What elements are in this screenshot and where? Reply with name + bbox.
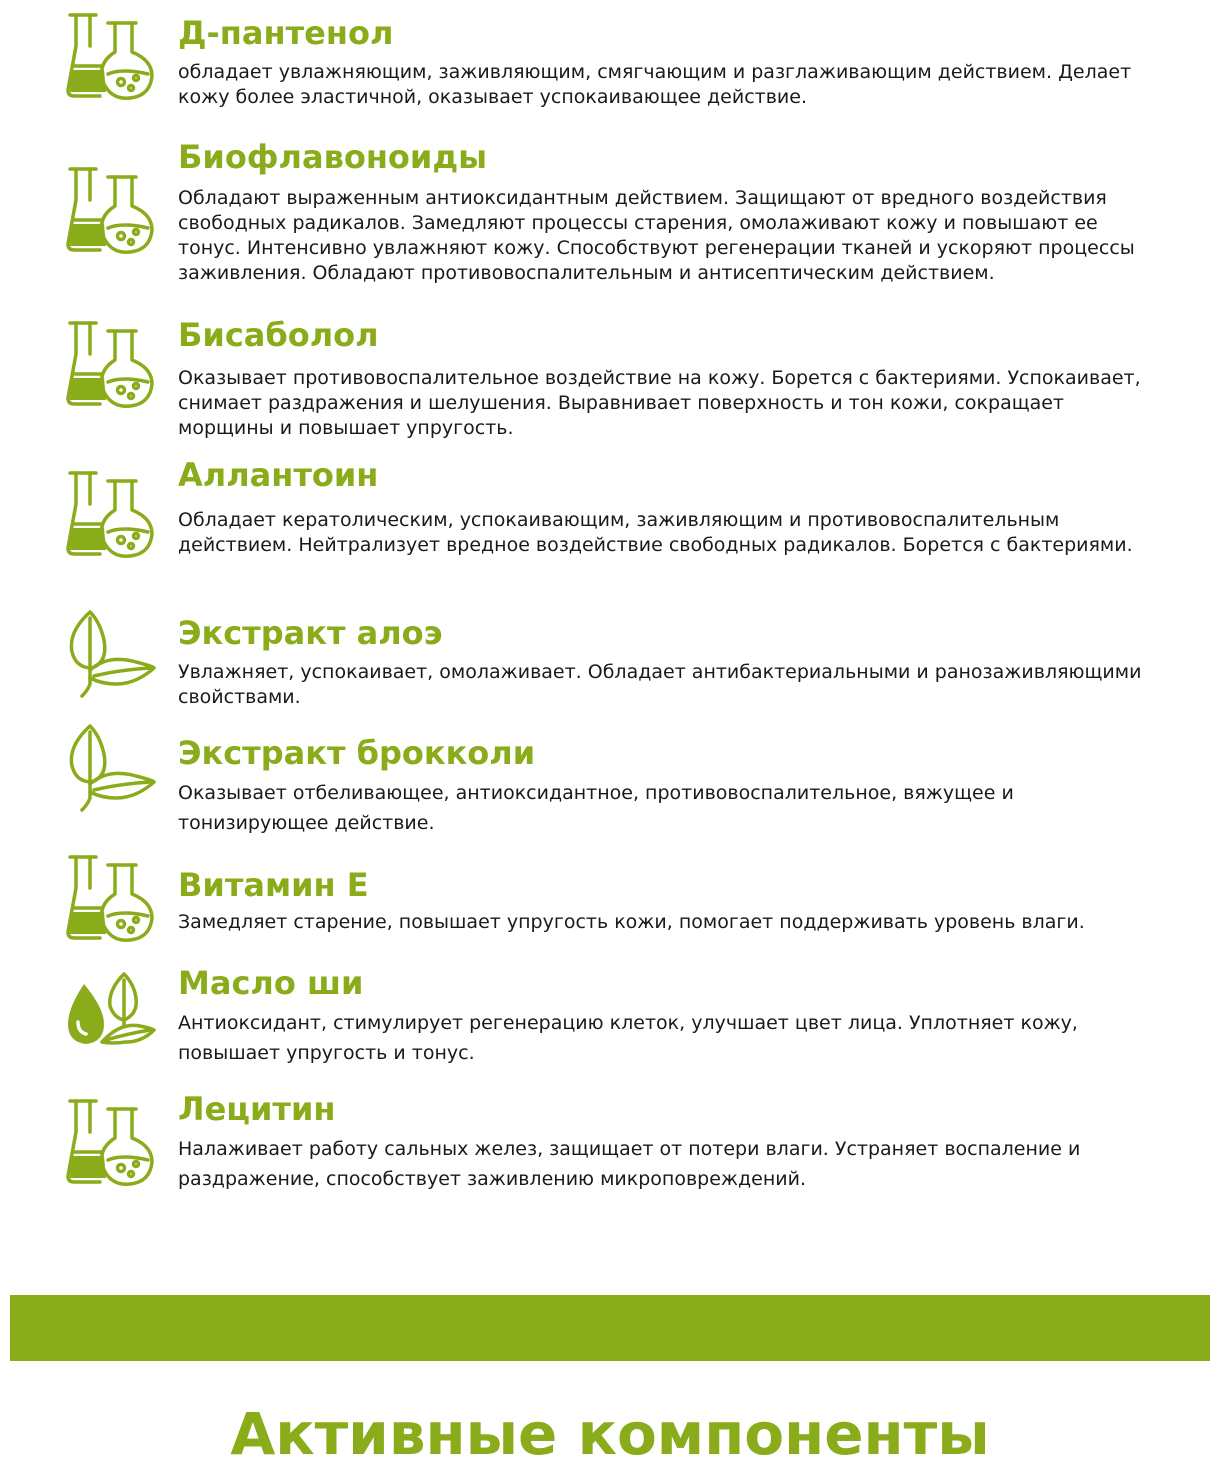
ingredient-description: Обладает кератолическим, успокаивающим, заживляющим и противовоспалительным действием. Нейтрализует вредное воздействие свободных радикалов. Борется с бактериями.: [178, 509, 1133, 556]
ingredient-title: Масло ши: [178, 964, 364, 1002]
flasks-icon: [64, 466, 156, 558]
ingredient-title: Аллантоин: [178, 456, 379, 494]
ingredient-title: Биофлавоноиды: [178, 138, 488, 176]
leaves-icon: [64, 606, 156, 698]
green-divider-band: [10, 1295, 1210, 1361]
ingredient-description: Оказывает противовоспалительное воздействие на кожу. Борется с бактериями. Успокаивает, снимает раздражения и шелушения. Выравнивает поверхность и тон кожи, сокращает морщины и повышает упругость.: [178, 367, 1141, 439]
flasks-icon: [64, 1094, 156, 1186]
flasks-icon: [64, 850, 156, 942]
ingredient-title: Д-пантенол: [178, 14, 394, 52]
ingredient-title: Экстракт алоэ: [178, 614, 443, 652]
flasks-icon: [64, 8, 156, 100]
flasks-icon: [64, 316, 156, 408]
ingredient-description: Антиоксидант, стимулирует регенерацию клеток, улучшает цвет лица. Уплотняет кожу, повышает упругость и тонус.: [178, 1012, 1078, 1064]
ingredient-title: Экстракт брокколи: [178, 734, 536, 772]
flasks-icon: [64, 162, 156, 254]
ingredient-description: Оказывает отбеливающее, антиоксидантное, противовоспалительное, вяжущее и тонизирующее действие.: [178, 782, 1014, 834]
ingredient-description: Налаживает работу сальных желез, защищает от потери влаги. Устраняет воспаление и раздражение, способствует заживлению микроповреждений.: [178, 1138, 1081, 1190]
ingredient-title: Лецитин: [178, 1090, 336, 1128]
ingredient-description: обладает увлажняющим, заживляющим, смягчающим и разглаживающим действием. Делает кожу более эластичной, оказывает успокаивающее действие.: [178, 61, 1132, 108]
ingredient-description: Замедляет старение, повышает упругость кожи, помогает поддерживать уровень влаги.: [178, 911, 1085, 933]
ingredient-title: Витамин Е: [178, 866, 369, 904]
ingredient-title: Бисаболол: [178, 316, 379, 354]
section-heading: Активные компоненты: [230, 1400, 990, 1468]
leaves-icon: [64, 720, 156, 812]
ingredient-description: Увлажняет, успокаивает, омолаживает. Обладает антибактериальными и ранозаживляющими свойствами.: [178, 661, 1142, 708]
oil-drop-leaves-icon: [64, 968, 156, 1060]
ingredient-description: Обладают выраженным антиоксидантным действием. Защищают от вредного воздействия свободных радикалов. Замедляют процессы старения, омолаживают кожу и повышают ее тонус. Интенсивно увлажняют кожу. Способствуют регенерации тканей и ускоряют процессы заживления. Обладают противовоспалительным и антисептическим действием.: [178, 187, 1135, 284]
